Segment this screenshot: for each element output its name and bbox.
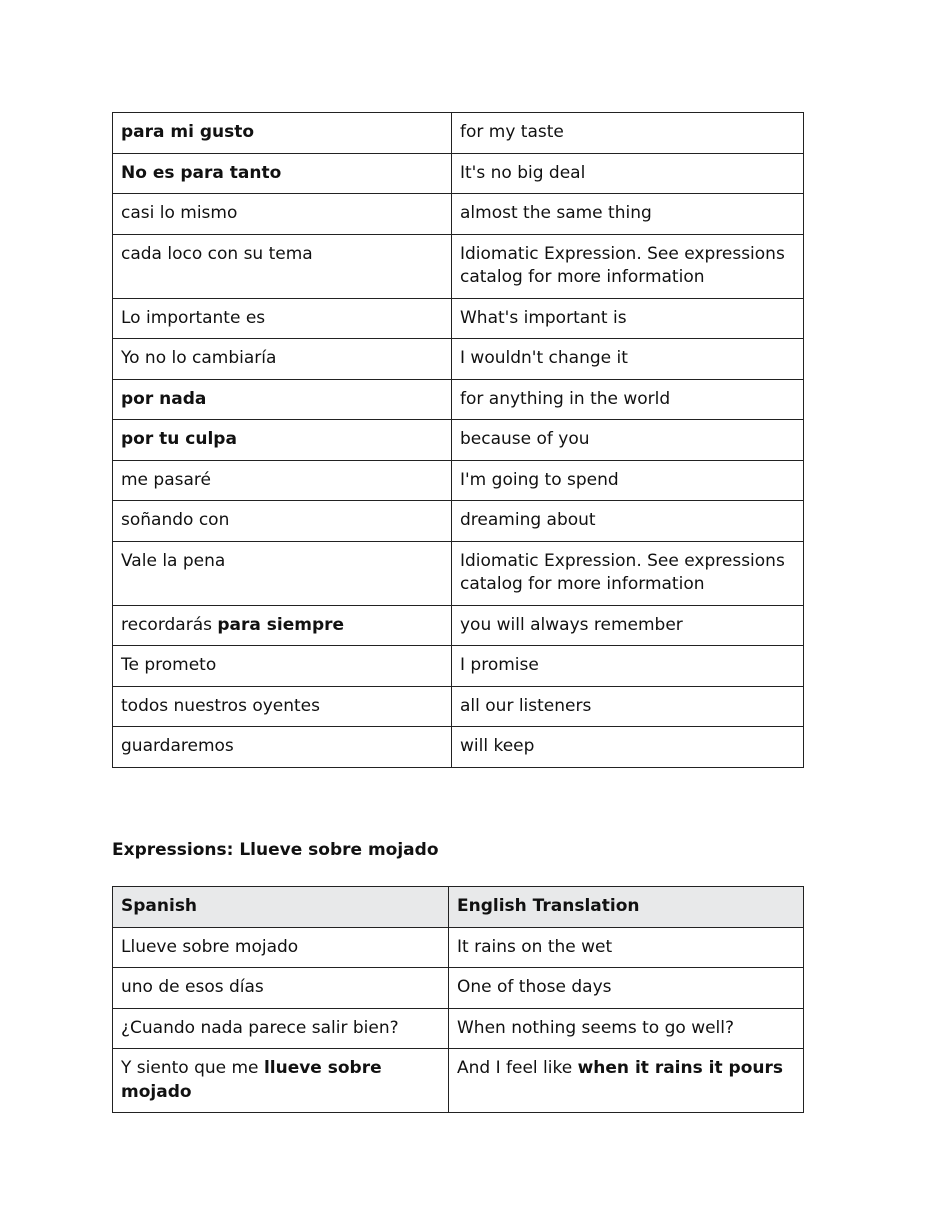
english-cell [452, 298, 804, 339]
table-row [113, 605, 804, 646]
text: When nothing seems to go well? [457, 1017, 735, 1038]
text: because of you [460, 429, 590, 449]
english-cell [449, 968, 804, 1009]
spanish-cell [113, 541, 452, 605]
text: uno de esos días [121, 977, 264, 997]
text: I promise [460, 655, 539, 675]
table-row [113, 460, 804, 501]
bold-text: por tu culpa [121, 429, 237, 449]
english-cell [452, 727, 804, 768]
spanish-cell [113, 379, 452, 420]
table-header-row [113, 887, 804, 928]
text: I'm going to spend [460, 469, 619, 490]
expressions-table-body [113, 887, 804, 1113]
section-title: Expressions: Llueve sobre mojado [112, 840, 439, 860]
text: Te prometo [121, 655, 217, 675]
text: guardaremos [121, 736, 234, 756]
text: for my taste [460, 122, 564, 142]
text: And I feel like [457, 1058, 578, 1078]
english-cell [449, 927, 804, 968]
english-cell [452, 541, 804, 605]
english-cell [452, 153, 804, 194]
english-cell [449, 1049, 804, 1113]
vocabulary-table-body [113, 113, 804, 768]
text: Yo no lo cambiaría [121, 348, 277, 368]
table-row [113, 113, 804, 154]
english-cell [452, 113, 804, 154]
bold-text: por nada [121, 388, 207, 409]
english-cell [452, 686, 804, 727]
table-row [113, 927, 804, 968]
spanish-cell [113, 927, 449, 968]
spanish-cell [113, 339, 452, 380]
text: Llueve sobre mojado [121, 936, 299, 957]
text: for anything in the world [460, 388, 671, 409]
english-cell [452, 339, 804, 380]
spanish-cell [113, 420, 452, 461]
spanish-cell [113, 113, 452, 154]
english-cell [452, 194, 804, 235]
spanish-cell [113, 460, 452, 501]
text: all our listeners [460, 695, 592, 716]
text: todos nuestros oyentes [121, 695, 321, 716]
text: I wouldn't change it [460, 348, 628, 368]
text: One of those days [457, 977, 612, 997]
table-row [113, 379, 804, 420]
table-row [113, 234, 804, 298]
english-cell [452, 460, 804, 501]
text: soñando con [121, 510, 230, 530]
table-row [113, 646, 804, 687]
table-row [113, 194, 804, 235]
table-row [113, 968, 804, 1009]
text: Idiomatic Expression. See expressions catalog for more information [460, 550, 785, 594]
header-english: English Translation [449, 887, 804, 928]
spanish-cell [113, 1008, 449, 1049]
bold-text: No es para tanto [121, 162, 282, 183]
spanish-cell [113, 153, 452, 194]
expressions-table [112, 886, 804, 1113]
table-row [113, 153, 804, 194]
text: What's important is [460, 307, 627, 328]
english-cell [452, 379, 804, 420]
table-row [113, 1008, 804, 1049]
text: almost the same thing [460, 203, 652, 223]
spanish-cell [113, 234, 452, 298]
text: dreaming about [460, 510, 596, 530]
text: Idiomatic Expression. See expressions catalog for more information [460, 243, 785, 287]
text: Y siento que me [121, 1058, 264, 1078]
english-cell [452, 234, 804, 298]
spanish-cell [113, 501, 452, 542]
bold-text: para siempre [217, 614, 345, 635]
text: will keep [460, 736, 535, 756]
vocabulary-table [112, 112, 804, 768]
spanish-cell [113, 727, 452, 768]
english-cell [452, 605, 804, 646]
table-row [113, 1049, 804, 1113]
text: Vale la pena [121, 550, 226, 571]
english-cell [452, 420, 804, 461]
table-row [113, 501, 804, 542]
english-cell [449, 1008, 804, 1049]
table-row [113, 686, 804, 727]
text: ¿Cuando nada parece salir bien? [121, 1017, 399, 1038]
text: Lo importante es [121, 307, 266, 328]
spanish-cell [113, 194, 452, 235]
text: It rains on the wet [457, 936, 613, 957]
table-row [113, 541, 804, 605]
text: recordarás [121, 614, 218, 635]
text: me pasaré [121, 469, 211, 490]
english-cell [452, 501, 804, 542]
spanish-cell [113, 646, 452, 687]
text: cada loco con su tema [121, 243, 313, 264]
bold-text: llueve sobre mojado [121, 1058, 382, 1102]
table-row [113, 298, 804, 339]
bold-text: para mi gusto [121, 122, 255, 142]
spanish-cell [113, 605, 452, 646]
text: casi lo mismo [121, 203, 238, 223]
spanish-cell [113, 968, 449, 1009]
table-row [113, 339, 804, 380]
spanish-cell [113, 686, 452, 727]
text: you will always remember [460, 614, 683, 635]
header-spanish: Spanish [113, 887, 449, 928]
bold-text: when it rains it pours [577, 1058, 783, 1078]
text: It's no big deal [460, 162, 586, 183]
spanish-cell [113, 1049, 449, 1113]
table-row [113, 420, 804, 461]
table-row [113, 727, 804, 768]
spanish-cell [113, 298, 452, 339]
english-cell [452, 646, 804, 687]
